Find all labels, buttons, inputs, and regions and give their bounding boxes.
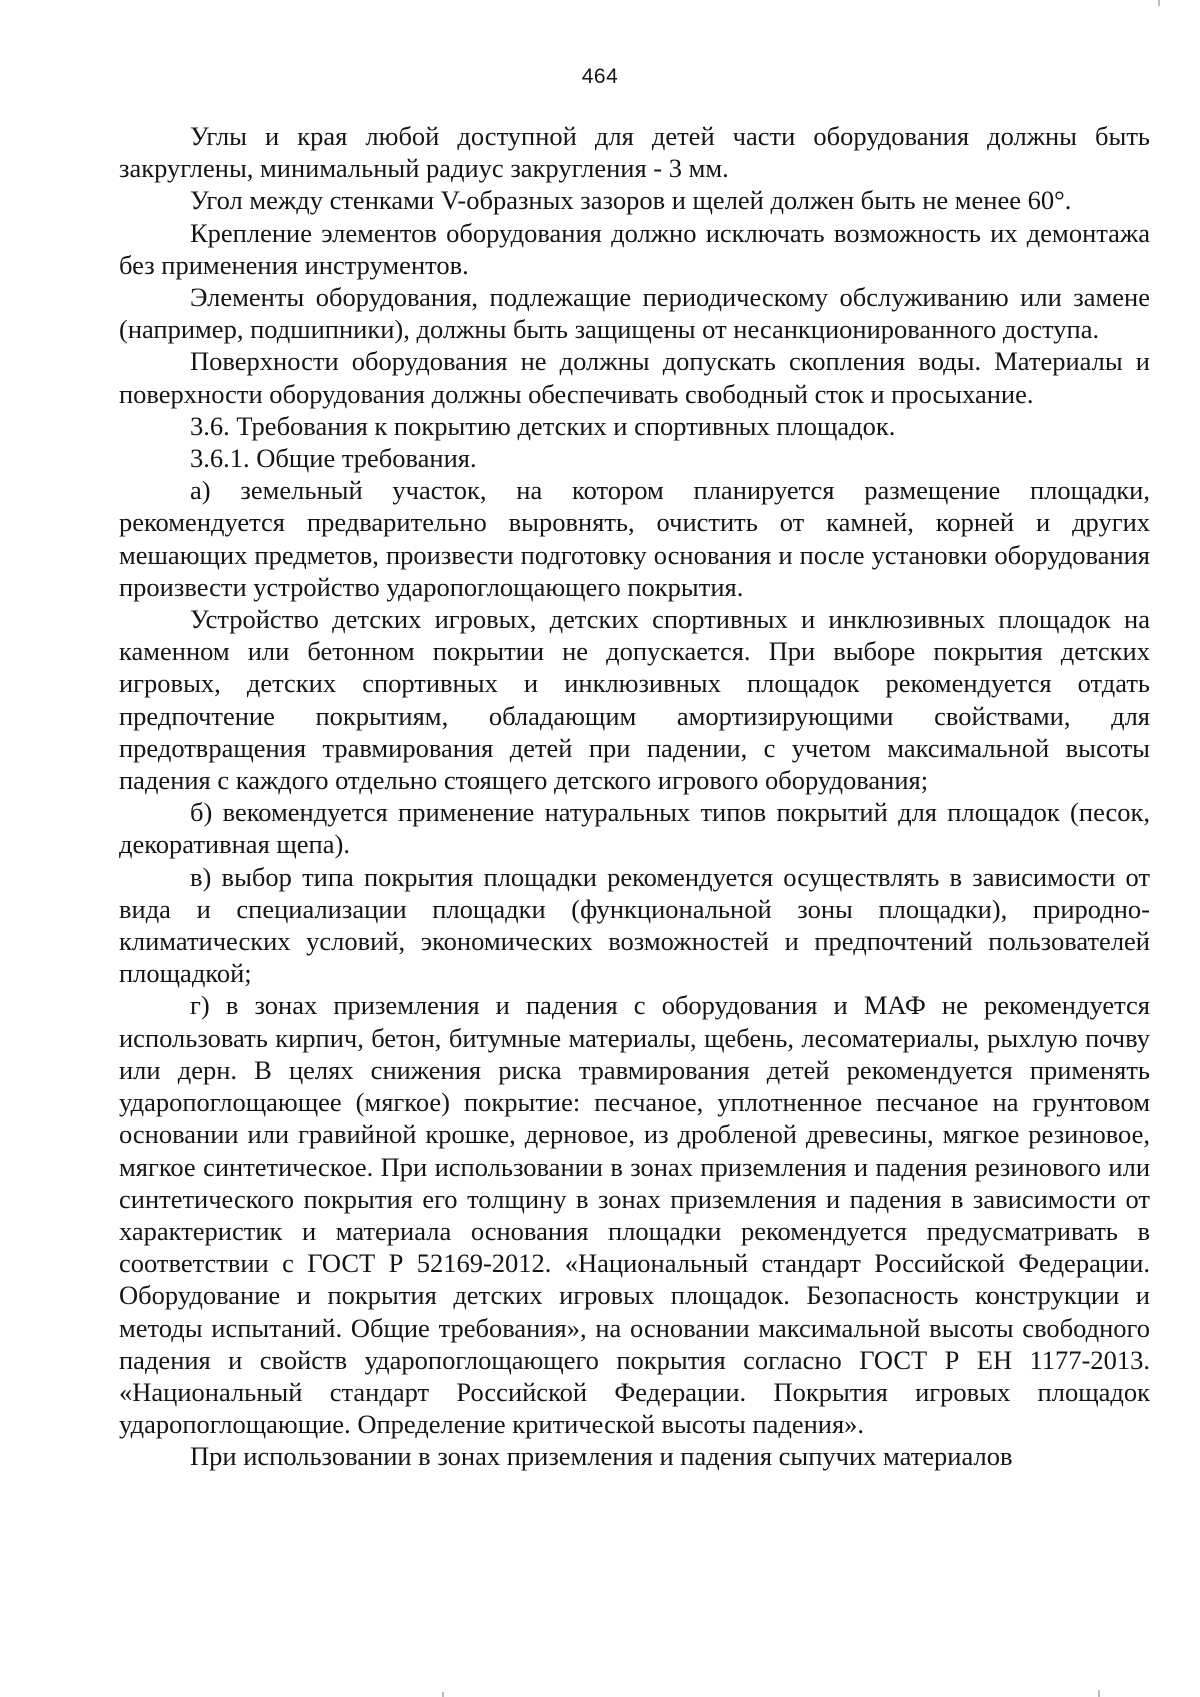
section-heading-3-6: 3.6. Требования к покрытию детских и спортивных площадок. [190, 410, 896, 441]
list-item-a: а) земельный участок, на котором планируется размещение площадки, рекомендуется предварительно выровнять, очистить от камней, корней и других мешающих предметов, произвести подготовку основания и после установки оборудования произвести устройство ударопоглощающего покрытия. [119, 475, 1150, 602]
document-body [119, 120, 1150, 1473]
paragraph-fastening: Крепление элементов оборудования должно исключать возможность их демонтажа без применения инструментов. [119, 217, 1150, 280]
paragraph-rounded-edges: Углы и края любой доступной для детей части оборудования должны быть закруглены, минимальный радиус закругления - 3 мм. [119, 121, 1150, 184]
scan-mark [1098, 1690, 1100, 1697]
paragraph-water-drainage: Поверхности оборудования не должны допускать скопления воды. Материалы и поверхности оборудования должны обеспечивать свободный сток и просыхание. [119, 346, 1150, 409]
list-item-b: б) векомендуется применение натуральных типов покрытий для площадок (песок, декоративная щепа). [119, 797, 1150, 860]
list-item-v: в) выбор типа покрытия площадки рекомендуется осуществлять в зависимости от вида и специализации площадки (функциональной зоны площадки), природно-климатических условий, экономических возможностей и предпочтений пользователей площадкой; [119, 861, 1150, 989]
paragraph-surface-selection: Устройство детских игровых, детских спортивных и инклюзивных площадок на каменном или бетонном покрытии не допускается. При выборе покрытия детских игровых, детских спортивных и инклюзивных площадок рекомендуется отдать предпочтение покрытиям, обладающим амортизирующими свойствами, для предотвращения травмирования детей при падении, с учетом максимальной высоты падения с каждого отдельно стоящего детского игрового оборудования; [119, 604, 1150, 796]
paragraph-loose-materials: При использовании в зонах приземления и падения сыпучих материалов [190, 1441, 1013, 1472]
paragraph-v-gap-angle: Угол между стенками V-образных зазоров и щелей должен быть не менее 60°. [190, 185, 1072, 216]
list-item-g: г) в зонах приземления и падения с оборудования и МАФ не рекомендуется использовать кирпич, бетон, битумные материалы, щебень, лесоматериалы, рыхлую почву или дерн. В целях снижения риска травмирования детей рекомендуется применять ударопоглощающее (мягкое) покрытие: песчаное, уплотненное песчаное на грунтовом основании или гравийной крошке, дерновое, из дробленой древесины, мягкое резиновое, мягкое синтетическое. При использовании в зонах приземления и падения резинового или синтетического покрытия его толщину в зонах приземления и падения в зависимости от характеристик и материала основания площадки рекомендуется предусматривать в соответствии с ГОСТ Р 52169-2012. «Национальный стандарт Российской Федерации. Оборудование и покрытия детских игровых площадок. Безопасность конструкции и методы испытаний. Общие требования», на основании максимальной высоты свободного падения и свойств ударопоглощающего покрытия согласно ГОСТ Р ЕН 1177-2013. «Национальный стандарт Российской Федерации. Покрытия игровых площадок ударопоглощающие. Определение критической высоты падения». [119, 990, 1150, 1440]
paragraph-serviced-elements: Элементы оборудования, подлежащие периодическому обслуживанию или замене (например, подшипники), должны быть защищены от несанкционированного доступа. [119, 282, 1150, 345]
scan-mark [1158, 0, 1160, 6]
page-number: 464 [581, 65, 619, 88]
section-heading-3-6-1: 3.6.1. Общие требования. [190, 443, 477, 474]
scan-mark [442, 1692, 444, 1697]
